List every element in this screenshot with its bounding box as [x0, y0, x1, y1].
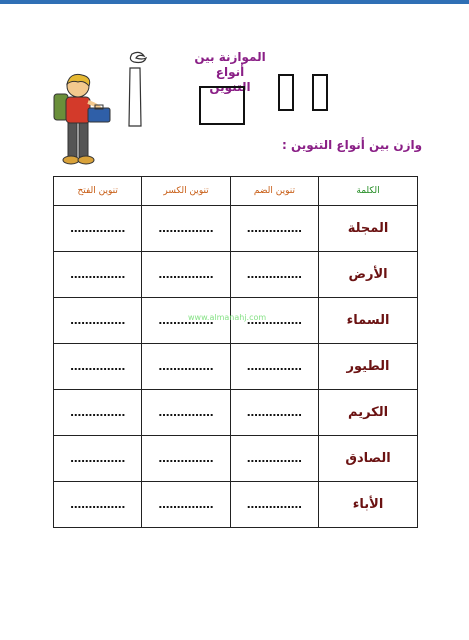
- answer-blank-damm: ……………: [230, 436, 318, 482]
- word-cell: الصادق: [319, 436, 418, 482]
- word-cell: الأباء: [319, 482, 418, 528]
- answer-blank-kasr: ……………: [142, 344, 230, 390]
- answer-blank-damm: ……………: [230, 344, 318, 390]
- word-cell: السماء: [319, 298, 418, 344]
- header-tanween-fath: تنوين الفتح: [54, 177, 142, 206]
- word-cell: الأرض: [319, 252, 418, 298]
- blank-tall-box: [312, 74, 328, 111]
- watermark-text: www.almanahj.com: [188, 313, 267, 322]
- table-row: [54, 436, 418, 482]
- table-row: [54, 482, 418, 528]
- answer-blank-damm: ……………: [230, 206, 318, 252]
- student-illustration: [48, 72, 114, 168]
- answer-blank-fath: ……………: [54, 436, 142, 482]
- table-row: [54, 390, 418, 436]
- answer-blank-fath: ……………: [54, 206, 142, 252]
- header-word: الكلمة: [319, 177, 418, 206]
- answer-blank-damm: ……………: [230, 298, 318, 344]
- alef-hamza-outline-glyph: [110, 48, 160, 130]
- answer-blank-fath: ……………: [54, 298, 142, 344]
- answer-blank-kasr: ……………: [142, 206, 230, 252]
- instruction-text: وازن بين أنواع التنوين :: [282, 138, 423, 152]
- answer-blank-fath: ……………: [54, 482, 142, 528]
- answer-blank-fath: ……………: [54, 252, 142, 298]
- tanween-table: [53, 176, 418, 528]
- answer-blank-damm: ……………: [230, 390, 318, 436]
- answer-blank-damm: ……………: [230, 482, 318, 528]
- header-tanween-damm: تنوين الضم: [230, 177, 318, 206]
- header-tanween-kasr: تنوين الكسر: [142, 177, 230, 206]
- answer-blank-fath: ……………: [54, 390, 142, 436]
- title-line-2: التنوين: [209, 80, 251, 94]
- blank-tall-box: [278, 74, 294, 111]
- answer-blank-kasr: ……………: [142, 298, 230, 344]
- answer-blank-kasr: ……………: [142, 436, 230, 482]
- title-line-1: الموازنة بين أنواع: [194, 50, 266, 79]
- table-row: [54, 344, 418, 390]
- word-cell: المجلة: [319, 206, 418, 252]
- table-header-row: [54, 177, 418, 206]
- blank-square-box: [199, 86, 245, 125]
- word-cell: الطيور: [319, 344, 418, 390]
- answer-blank-kasr: ……………: [142, 252, 230, 298]
- table-row: [54, 252, 418, 298]
- word-cell: الكريم: [319, 390, 418, 436]
- answer-blank-kasr: ……………: [142, 482, 230, 528]
- answer-blank-kasr: ……………: [142, 390, 230, 436]
- table-row: [54, 206, 418, 252]
- answer-blank-fath: ……………: [54, 344, 142, 390]
- answer-blank-damm: ……………: [230, 252, 318, 298]
